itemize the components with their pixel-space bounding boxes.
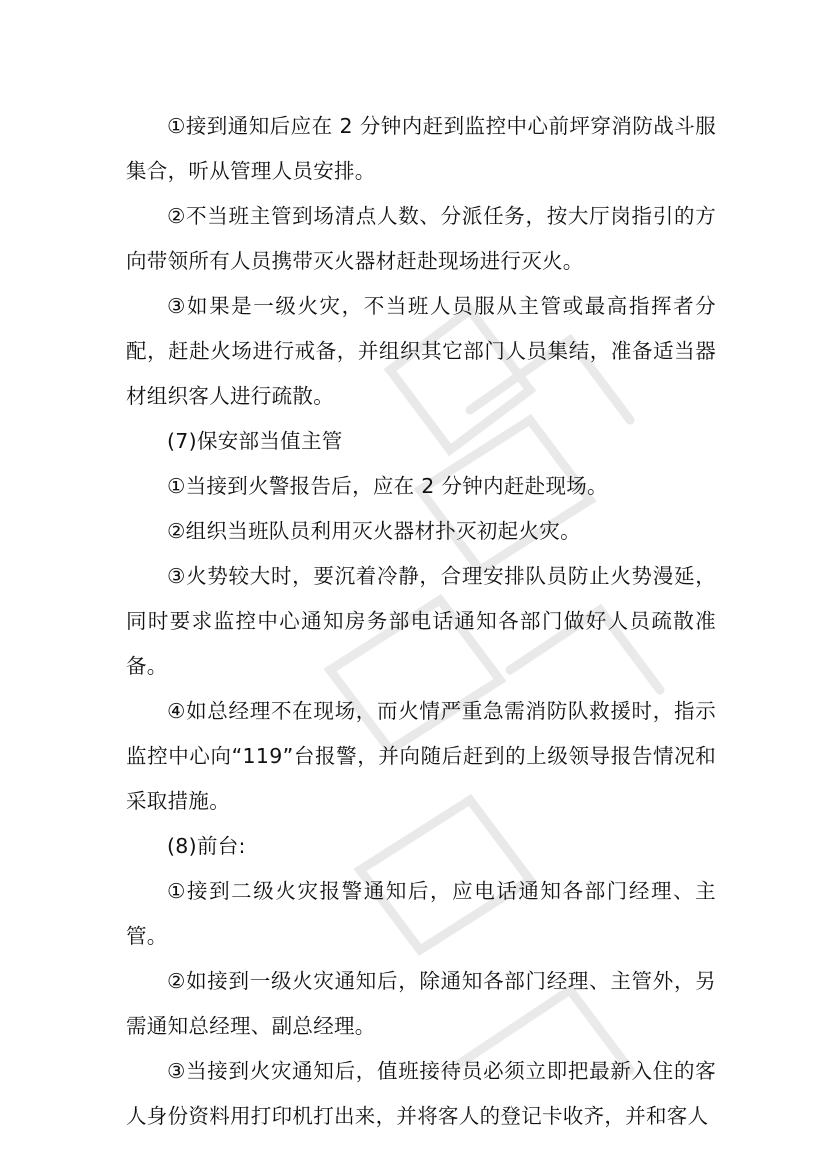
document-body <box>126 104 716 1139</box>
paragraph: ②不当班主管到场清点人数、分派任务，按大厅岗指引的方向带领所有人员携带灭火器材赶赴现场进行灭火。 <box>126 204 716 273</box>
paragraph: ①接到二级火灾报警通知后，应电话通知各部门经理、主管。 <box>126 879 716 948</box>
section-heading: (8)前台: <box>167 834 246 858</box>
section-heading: (7)保安部当值主管 <box>167 429 343 453</box>
paragraph: ④如总经理不在现场，而火情严重急需消防队救援时，指示监控中心向“119”台报警，并向随后赶到的上级领导报告情况和采取措施。 <box>126 699 716 813</box>
paragraph: ①接到通知后应在 2 分钟内赶到监控中心前坪穿消防战斗服集合，听从管理人员安排。 <box>126 114 716 183</box>
paragraph: ②如接到一级火灾通知后，除通知各部门经理、主管外，另需通知总经理、副总经理。 <box>126 969 716 1038</box>
paragraph: ③如果是一级火灾，不当班人员服从主管或最高指挥者分配，赶赴火场进行戒备，并组织其它部门人员集结，准备适当器材组织客人进行疏散。 <box>126 294 716 408</box>
paragraph: ③当接到火灾通知后，值班接待员必须立即把最新入住的客人身份资料用打印机打出来，并将客人的登记卡收齐，并和客人 <box>126 1059 716 1128</box>
paragraph: ②组织当班队员利用灭火器材扑灭初起火灾。 <box>167 519 581 543</box>
paragraph: ①当接到火警报告后，应在 2 分钟内赶赴现场。 <box>167 474 608 498</box>
paragraph: ③火势较大时，要沉着冷静，合理安排队员防止火势漫延，同时要求监控中心通知房务部电话通知各部门做好人员疏散准备。 <box>126 564 716 678</box>
